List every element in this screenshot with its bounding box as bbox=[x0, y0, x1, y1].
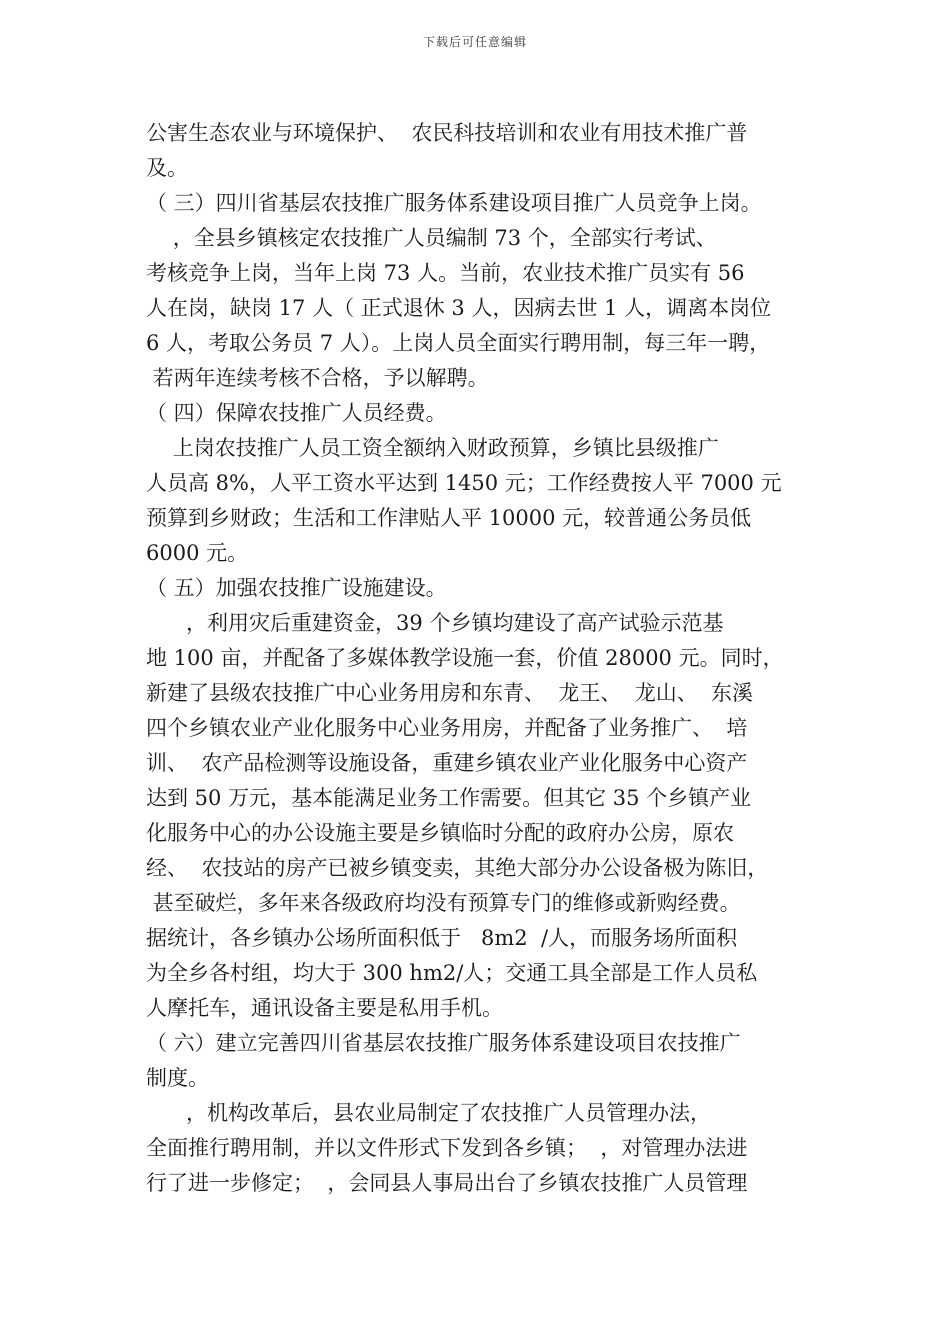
text-line: ，利用灾后重建资金，39 个乡镇均建设了高产试验示范基 bbox=[146, 611, 724, 635]
text-line: 预算到乡财政；生活和工作津贴人平 10000 元，较普通公务员低 bbox=[146, 506, 752, 530]
text-line: 制度。 bbox=[146, 1066, 209, 1090]
page-header-note: 下载后可任意编辑 bbox=[422, 35, 527, 49]
section-heading: （ 五）加强农技推广设施建设。 bbox=[146, 576, 447, 600]
text-line: 人员高 8%，人平工资水平达到 1450 元；工作经费按人平 7000 元 bbox=[146, 471, 782, 495]
text-line: 人摩托车，通讯设备主要是私用手机。 bbox=[146, 996, 503, 1020]
text-line: 及。 bbox=[146, 156, 188, 180]
text-line: 达到 50 万元，基本能满足业务工作需要。但其它 35 个乡镇产业 bbox=[146, 786, 752, 810]
text-line: 6000 元。 bbox=[146, 541, 249, 565]
text-line: 上岗农技推广人员工资全额纳入财政预算，乡镇比县级推广 bbox=[146, 436, 719, 460]
text-line: 训、 农产品检测等设施设备，重建乡镇农业产业化服务中心资产 bbox=[146, 751, 748, 775]
text-line: 6 人，考取公务员 7 人）。上岗人员全面实行聘用制，每三年一聘， bbox=[146, 331, 771, 355]
text-line: 甚至破烂，多年来各级政府均没有预算专门的维修或新购经费。 bbox=[146, 891, 741, 915]
text-line: ，全县乡镇核定农技推广人员编制 73 个，全部实行考试、 bbox=[146, 226, 717, 250]
section-heading: （ 四）保障农技推广人员经费。 bbox=[146, 401, 447, 425]
text-line: 人在岗，缺岗 17 人（ 正式退休 3 人，因病去世 1 人，调离本岗位 bbox=[146, 296, 772, 320]
section-heading: （ 三）四川省基层农技推广服务体系建设项目推广人员竞争上岗。 bbox=[146, 191, 762, 215]
text-line: 若两年连续考核不合格，予以解聘。 bbox=[146, 366, 489, 390]
text-line: 公害生态农业与环境保护、 农民科技培训和农业有用技术推广普 bbox=[146, 121, 748, 145]
text-line: 行了进一步修定； ，会同县人事局出台了乡镇农技推广人员管理 bbox=[146, 1171, 748, 1195]
text-line: 地 100 亩，并配备了多媒体教学设施一套，价值 28000 元。同时， bbox=[146, 646, 784, 670]
text-line: 为全乡各村组，均大于 300 hm2/人；交通工具全部是工作人员私 bbox=[146, 961, 758, 985]
text-line: 考核竞争上岗，当年上岗 73 人。当前，农业技术推广员实有 56 bbox=[146, 261, 745, 285]
text-line: 四个乡镇农业产业化服务中心业务用房，并配备了业务推广、 培 bbox=[146, 716, 748, 740]
text-line: ，机构改革后，县农业局制定了农技推广人员管理办法， bbox=[146, 1101, 712, 1125]
text-line: 化服务中心的办公设施主要是乡镇临时分配的政府办公房，原农 bbox=[146, 821, 734, 845]
text-line: 新建了县级农技推广中心业务用房和东青、 龙王、 龙山、 东溪 bbox=[146, 681, 754, 705]
text-line: 全面推行聘用制，并以文件形式下发到各乡镇； ，对管理办法进 bbox=[146, 1136, 748, 1160]
document-body bbox=[146, 116, 816, 1201]
section-heading: （ 六）建立完善四川省基层农技推广服务体系建设项目农技推广 bbox=[146, 1031, 741, 1055]
text-line: 据统计，各乡镇办公场所面积低于 8m2 /人，而服务场所面积 bbox=[146, 926, 738, 950]
text-line: 经、 农技站的房产已被乡镇变卖，其绝大部分办公设备极为陈旧， bbox=[146, 856, 769, 880]
